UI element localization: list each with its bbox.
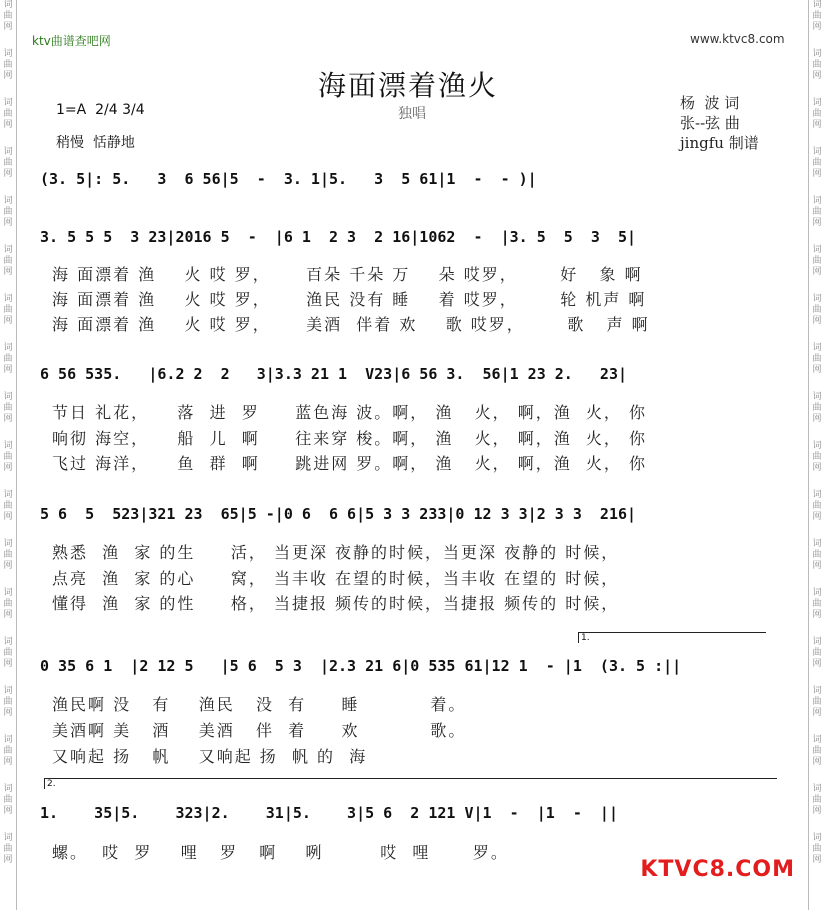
watermark-char: 曲: [3, 403, 13, 413]
watermark-char: 词: [3, 147, 13, 157]
watermark-char: 词: [812, 294, 822, 304]
watermark-gap: [809, 572, 825, 588]
watermark-gap: [809, 33, 825, 49]
score-line-3: 6 56 535. |6.2 2 2 3|3.3 21 1 V23|6 56 3. 56|1 23 2. 23|: [40, 365, 627, 383]
watermark-char: 网: [3, 365, 13, 375]
watermark-char: 词: [812, 735, 822, 745]
watermark-char: 词: [3, 49, 13, 59]
watermark-char: 词: [3, 245, 13, 255]
watermark-char: 网: [3, 267, 13, 277]
watermark-char: 网: [812, 708, 822, 718]
watermark-char: 网: [3, 512, 13, 522]
watermark-char: 网: [812, 561, 822, 571]
watermark-char: 曲: [812, 109, 822, 119]
lyric-line-5-verse-2: 美酒啊 美 酒 美酒 伴 着 欢 歌。: [52, 721, 467, 740]
watermark-char: 词: [3, 833, 13, 843]
watermark-char: 曲: [812, 11, 822, 21]
watermark-char: 曲: [3, 60, 13, 70]
score-line-6: 1. 35|5. 323|2. 31|5. 3|5 6 2 121 V|1 - |1 - ||: [40, 804, 618, 822]
watermark-char: 曲: [812, 452, 822, 462]
lyric-line-6: 螺。 哎 罗 哩 罗 啊 咧 哎 哩 罗。: [52, 843, 509, 862]
watermark-char: 网: [3, 414, 13, 424]
first-ending-label: 1.: [581, 633, 590, 643]
watermark-char: 词: [3, 784, 13, 794]
watermark-char: 曲: [812, 599, 822, 609]
typesetter-credit: jingfu 制谱: [680, 134, 759, 152]
watermark-gap: [809, 866, 825, 882]
watermark-char: 词: [812, 245, 822, 255]
lyric-line-4-verse-3: 懂得 渔 家 的性 格， 当捷报 频传的时候，当捷报 频传的 时候，: [52, 594, 620, 613]
score-line-5: 0 35 6 1 |2 12 5 |5 6 5 3 |2.3 21 6|0 535 61|12 1 - |1 (3. 5 :||: [40, 657, 682, 675]
watermark-char: 曲: [812, 256, 822, 266]
watermark-char: 词: [3, 196, 13, 206]
watermark-char: 网: [3, 610, 13, 620]
site-name-left[interactable]: ktv曲谱查吧网: [32, 34, 111, 48]
site-url-right[interactable]: www.ktvc8.com: [690, 32, 785, 46]
watermark-char: 词: [812, 490, 822, 500]
watermark-gap: [809, 376, 825, 392]
watermark-char: 词: [812, 392, 822, 402]
watermark-gap: [809, 229, 825, 245]
watermark-char: 曲: [3, 109, 13, 119]
watermark-char: 网: [3, 561, 13, 571]
watermark-char: 网: [812, 22, 822, 32]
watermark-char: 词: [3, 490, 13, 500]
watermark-gap: [0, 719, 16, 735]
watermark-char: 网: [3, 316, 13, 326]
lyric-line-2-verse-2: 海 面漂着 渔 火 哎 罗， 渔民 没有 睡 着 哎罗， 轮 机声 啊: [52, 290, 647, 309]
watermark-char: 词: [3, 735, 13, 745]
watermark-gap: [0, 327, 16, 343]
watermark-gap: [0, 376, 16, 392]
watermark-gap: [0, 474, 16, 490]
key-time-signature: 1=A 2/4 3/4: [56, 102, 145, 118]
watermark-gap: [0, 866, 16, 882]
watermark-char: 词: [812, 343, 822, 353]
watermark-gap: [0, 229, 16, 245]
right-watermark-strip: [808, 0, 825, 910]
watermark-char: 网: [3, 708, 13, 718]
watermark-char: 网: [812, 169, 822, 179]
watermark-char: 曲: [812, 403, 822, 413]
watermark-char: 曲: [812, 648, 822, 658]
song-title: 海面漂着渔火: [318, 69, 499, 102]
watermark-char: 词: [812, 147, 822, 157]
watermark-char: 曲: [812, 354, 822, 364]
watermark-char: 词: [3, 637, 13, 647]
watermark-gap: [809, 131, 825, 147]
watermark-gap: [0, 817, 16, 833]
watermark-char: 词: [812, 441, 822, 451]
watermark-char: 网: [812, 71, 822, 81]
watermark-gap: [809, 425, 825, 441]
watermark-char: 网: [3, 659, 13, 669]
watermark-char: 词: [812, 637, 822, 647]
watermark-char: 网: [812, 365, 822, 375]
lyric-line-2-verse-3: 海 面漂着 渔 火 哎 罗， 美酒 伴着 欢 歌 哎罗， 歌 声 啊: [52, 315, 650, 334]
first-ending-bracket: [578, 632, 766, 643]
watermark-gap: [809, 719, 825, 735]
watermark-gap: [809, 768, 825, 784]
watermark-char: 网: [3, 757, 13, 767]
watermark-char: 词: [812, 49, 822, 59]
watermark-char: 网: [3, 463, 13, 473]
watermark-char: 曲: [3, 746, 13, 756]
watermark-gap: [0, 670, 16, 686]
watermark-char: 曲: [3, 158, 13, 168]
watermark-char: 曲: [3, 256, 13, 266]
watermark-char: 曲: [3, 599, 13, 609]
watermark-char: 词: [3, 98, 13, 108]
watermark-gap: [809, 82, 825, 98]
second-ending-label: 2.: [47, 779, 56, 789]
watermark-char: 网: [812, 267, 822, 277]
watermark-char: 曲: [3, 305, 13, 315]
lyric-line-2-verse-1: 海 面漂着 渔 火 哎 罗， 百朵 千朵 万 朵 哎罗， 好 象 啊: [52, 265, 643, 284]
ktvc8-logo[interactable]: KTVC8.COM: [640, 857, 795, 882]
song-subtitle: 独唱: [398, 106, 426, 122]
watermark-char: 曲: [812, 844, 822, 854]
lyricist-credit: 杨 波 词: [680, 94, 740, 112]
watermark-char: 网: [3, 169, 13, 179]
watermark-char: 曲: [3, 795, 13, 805]
watermark-char: 曲: [812, 550, 822, 560]
watermark-char: 网: [812, 855, 822, 865]
watermark-char: 词: [3, 588, 13, 598]
watermark-char: 网: [3, 218, 13, 228]
lyric-line-3-verse-1: 节日 礼花， 落 进 罗 蓝色海 波。啊， 渔 火， 啊，渔 火， 你: [52, 403, 647, 422]
watermark-char: 词: [812, 686, 822, 696]
watermark-char: 网: [812, 806, 822, 816]
score-line-1: (3. 5|: 5. 3 6 56|5 - 3. 1|5. 3 5 61|1 - - )|: [40, 170, 537, 188]
watermark-char: 网: [3, 855, 13, 865]
score-line-4: 5 6 5 523|321 23 65|5 -|0 6 6 6|5 3 3 233|0 12 3 3|2 3 3 216|: [40, 505, 637, 523]
watermark-gap: [0, 278, 16, 294]
watermark-gap: [0, 131, 16, 147]
watermark-char: 曲: [812, 501, 822, 511]
watermark-char: 网: [812, 512, 822, 522]
watermark-gap: [809, 523, 825, 539]
composer-credit: 张--弦 曲: [680, 114, 740, 132]
watermark-char: 曲: [3, 697, 13, 707]
watermark-char: 网: [812, 316, 822, 326]
watermark-char: 词: [3, 343, 13, 353]
watermark-char: 网: [812, 659, 822, 669]
watermark-gap: [809, 278, 825, 294]
watermark-char: 词: [812, 784, 822, 794]
watermark-char: 曲: [812, 746, 822, 756]
watermark-gap: [0, 621, 16, 637]
watermark-char: 词: [812, 196, 822, 206]
watermark-gap: [0, 33, 16, 49]
watermark-char: 词: [3, 539, 13, 549]
watermark-char: 曲: [812, 207, 822, 217]
watermark-char: 词: [812, 0, 822, 10]
watermark-gap: [0, 180, 16, 196]
watermark-gap: [0, 572, 16, 588]
watermark-char: 网: [812, 757, 822, 767]
score-line-2: 3. 5 5 5 3 23|2016 5 - |6 1 2 3 2 16|1062 - |3. 5 5 3 5|: [40, 228, 637, 246]
watermark-char: 词: [3, 686, 13, 696]
watermark-char: 网: [812, 463, 822, 473]
watermark-char: 词: [812, 539, 822, 549]
watermark-char: 词: [3, 392, 13, 402]
watermark-gap: [0, 523, 16, 539]
watermark-gap: [809, 817, 825, 833]
watermark-char: 网: [812, 218, 822, 228]
watermark-char: 曲: [812, 60, 822, 70]
watermark-gap: [809, 180, 825, 196]
watermark-char: 曲: [3, 207, 13, 217]
watermark-gap: [0, 82, 16, 98]
watermark-char: 曲: [3, 550, 13, 560]
watermark-char: 曲: [812, 305, 822, 315]
watermark-char: 网: [3, 120, 13, 130]
watermark-gap: [0, 425, 16, 441]
watermark-char: 词: [3, 0, 13, 10]
lyric-line-4-verse-2: 点亮 渔 家 的心 窝， 当丰收 在望的时候，当丰收 在望的 时候，: [52, 569, 620, 588]
watermark-char: 曲: [3, 844, 13, 854]
watermark-gap: [809, 670, 825, 686]
watermark-char: 词: [812, 588, 822, 598]
watermark-gap: [809, 327, 825, 343]
lyric-line-5-verse-3: 又响起 扬 帆 又响起 扬 帆 的 海: [52, 747, 368, 766]
watermark-char: 词: [812, 833, 822, 843]
lyric-line-5-verse-1: 渔民啊 没 有 渔民 没 有 睡 着。: [52, 695, 467, 714]
watermark-char: 网: [3, 71, 13, 81]
watermark-gap: [809, 621, 825, 637]
watermark-char: 曲: [812, 697, 822, 707]
watermark-char: 网: [812, 414, 822, 424]
watermark-char: 曲: [812, 158, 822, 168]
watermark-char: 网: [812, 120, 822, 130]
watermark-char: 词: [3, 441, 13, 451]
lyric-line-3-verse-2: 响彻 海空， 船 儿 啊 往来穿 梭。啊， 渔 火， 啊，渔 火， 你: [52, 429, 647, 448]
watermark-char: 网: [812, 610, 822, 620]
watermark-char: 网: [3, 22, 13, 32]
lyric-line-3-verse-3: 飞过 海洋， 鱼 群 啊 跳进网 罗。啊， 渔 火， 啊，渔 火， 你: [52, 454, 647, 473]
watermark-gap: [809, 474, 825, 490]
watermark-char: 曲: [3, 452, 13, 462]
watermark-char: 曲: [812, 795, 822, 805]
watermark-char: 词: [3, 294, 13, 304]
watermark-char: 曲: [3, 11, 13, 21]
lyric-line-4-verse-1: 熟悉 渔 家 的生 活， 当更深 夜静的时候，当更深 夜静的 时候，: [52, 543, 620, 562]
watermark-gap: [0, 768, 16, 784]
tempo-marking: 稍慢 恬静地: [56, 135, 135, 151]
watermark-char: 词: [812, 98, 822, 108]
watermark-char: 网: [3, 806, 13, 816]
second-ending-bracket: [44, 778, 777, 789]
watermark-char: 曲: [3, 648, 13, 658]
watermark-char: 曲: [3, 501, 13, 511]
watermark-char: 曲: [3, 354, 13, 364]
left-watermark-strip: [0, 0, 17, 910]
